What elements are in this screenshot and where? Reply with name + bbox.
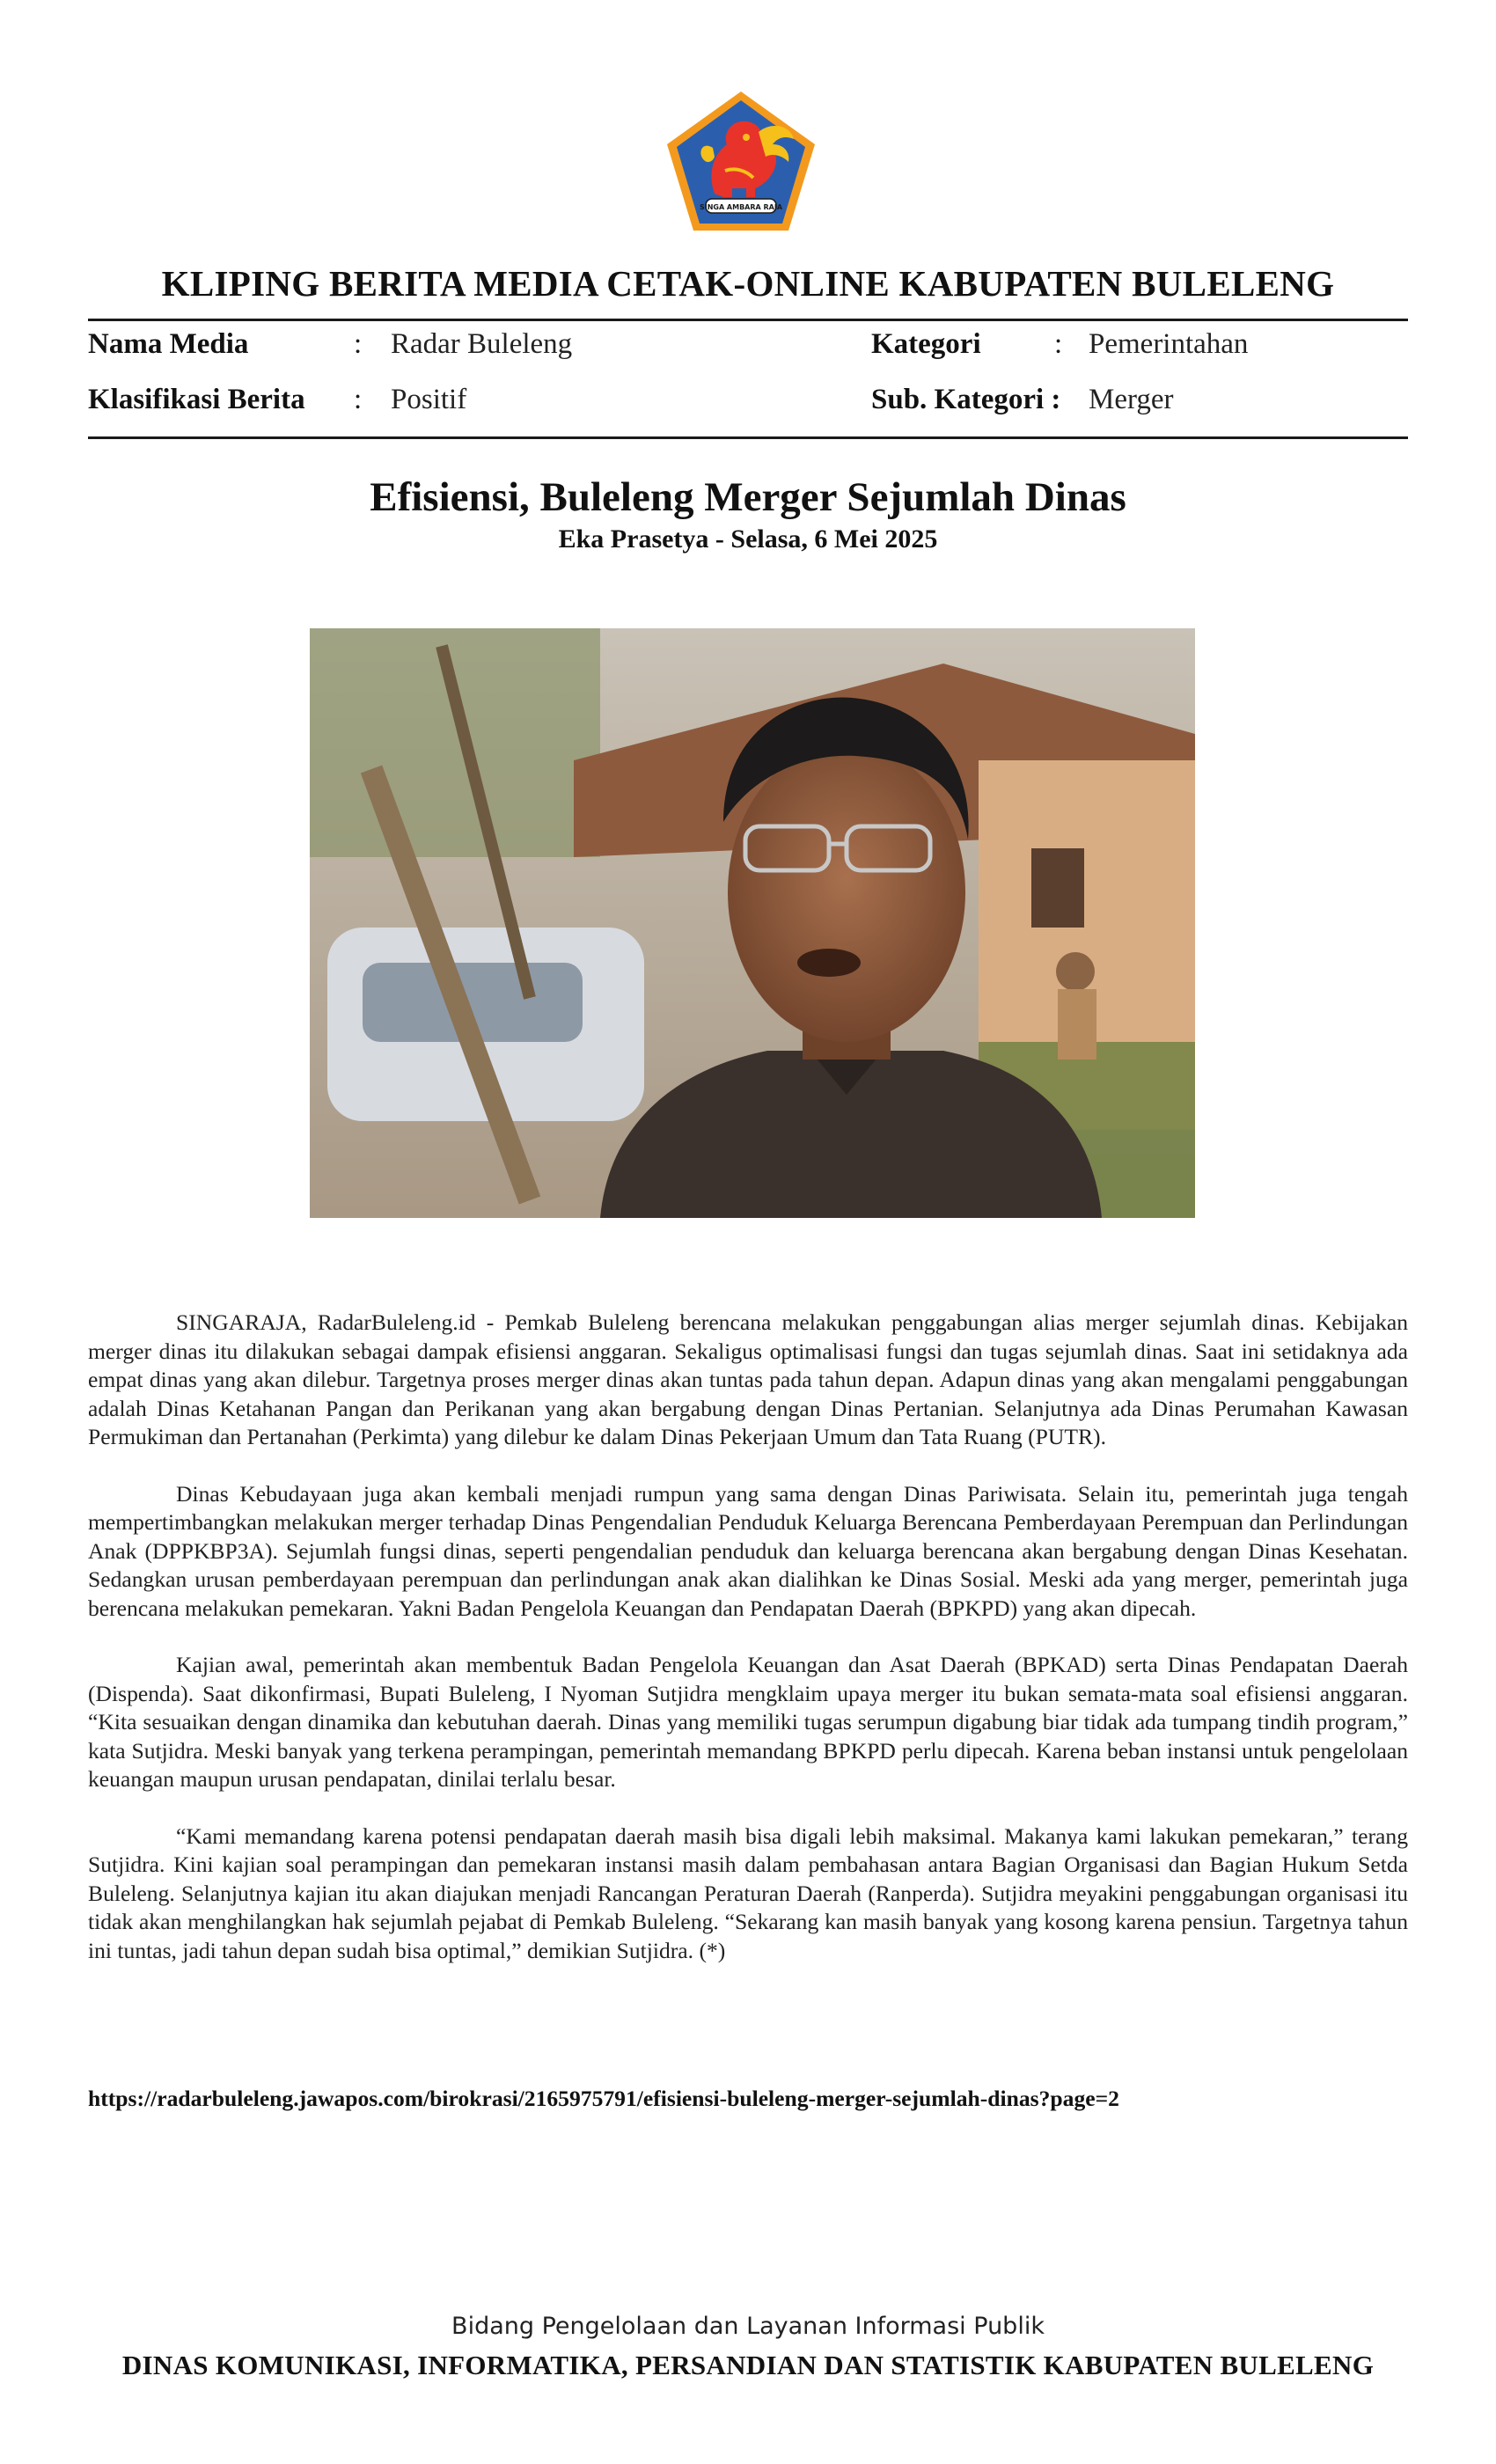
article-paragraph: “Kami memandang karena potensi pendapatan daerah masih bisa digali lebih maksimal. Makanya kami lakukan pemekaran,” terang Sutjidra. Kini kajian soal perampingan dan pemekaran instansi masih dalam pembahasan antara Bagian Organisasi dan Bagian Hukum Setda Buleleng. Selanjutnya kajian itu akan diajukan menjadi Rancangan Peraturan Daerah (Ranperda). Sutjidra meyakini penggabungan organisasi itu tidak akan menghilangkan hak sejumlah pejabat di Pemkab Buleleng. “Sekarang kan masih banyak yang kosong karena pensiun. Targetnya tahun ini tuntas, jadi tahun depan sudah bisa optimal,” demikian Sutjidra. (*) <box>88 1822 1408 1963</box>
media-label: Nama Media <box>88 328 249 360</box>
article-paragraph: Kajian awal, pemerintah akan membentuk Badan Pengelola Keuangan dan Asat Daerah (BPKAD) serta Dinas Pendapatan Daerah (Dispenda). Saat dikonfirmasi, Bupati Buleleng, I Nyoman Sutjidra mengklaim upaya merger itu bukan semata-mata soal efisiensi anggaran. “Kita sesuaikan dengan dinamika dan kebutuhan daerah. Dinas yang memiliki tugas serumpun digabung biar tidak ada tumpang tindih program,” kata Sutjidra. Meski banyak yang terkena perampingan, pemerintah memandang BPKPD perlu dipecah. Karena beban instansi untuk pengelolaan keuangan maupun urusan pendapatan, dinilai terlalu besar. <box>88 1652 1408 1792</box>
subkategori-label: Sub. Kategori : <box>871 384 1061 415</box>
footer-subtitle: Bidang Pengelolaan dan Layanan Informasi Publik <box>451 2313 1045 2340</box>
header-top-rule <box>88 319 1408 321</box>
article-paragraph: Dinas Kebudayaan juga akan kembali menjadi rumpun yang sama dengan Dinas Pariwisata. Selain itu, pemerintah juga tengah mempertimbangkan melakukan merger terhadap Dinas Pengendalian Penduduk Keluarga Berencana Pemberdayaan Perempuan dan Perlindungan Anak (DPPKBP3A). Sejumlah fungsi dinas, seperti pengendalian penduduk dan keluarga berencana akan bergabung dengan Dinas Kesehatan. Sedangkan urusan pemberdayaan perempuan dan perlindungan anak akan dialihkan ke Dinas Sosial. Meski ada yang merger, pemerintah juga berencana melakukan pemekaran. Yakni Badan Pengelola Keuangan dan Pendapatan Daerah (BPKPD) yang akan dipecah. <box>88 1480 1408 1621</box>
logo-motto: SINGA AMBARA RAJA <box>699 203 783 211</box>
article-body <box>88 1309 1408 1993</box>
article-headline: Efisiensi, Buleleng Merger Sejumlah Dinas <box>370 474 1126 520</box>
klasifikasi-value: Positif <box>391 384 467 415</box>
article-byline: Eka Prasetya - Selasa, 6 Mei 2025 <box>558 524 938 554</box>
media-value: Radar Buleleng <box>391 328 573 360</box>
article-photo <box>310 628 1195 1218</box>
kategori-label: Kategori <box>871 328 981 360</box>
source-link[interactable]: https://radarbuleleng.jawapos.com/birokrasi/2165975791/efisiensi-buleleng-merger-sejumlah-dinas?page=2 <box>88 2086 1119 2111</box>
kabupaten-buleleng-logo <box>662 86 820 236</box>
footer-agency: DINAS KOMUNIKASI, INFORMATIKA, PERSANDIAN DAN STATISTIK KABUPATEN BULELENG <box>121 2350 1375 2380</box>
header-bottom-rule <box>88 436 1408 439</box>
subkategori-value: Merger <box>1089 384 1174 415</box>
klasifikasi-colon: : <box>354 384 363 415</box>
media-colon: : <box>354 328 363 360</box>
kategori-value: Pemerintahan <box>1089 328 1249 360</box>
article-paragraph: SINGARAJA, RadarBuleleng.id - Pemkab Buleleng berencana melakukan penggabungan alias merger sejumlah dinas. Kebijakan merger dinas itu dilakukan sebagai dampak efisiensi anggaran. Sekaligus optimalisasi fungsi dan tugas sejumlah dinas. Saat ini setidaknya ada empat dinas yang akan dilebur. Targetnya proses merger dinas akan tuntas pada tahun depan. Adapun dinas yang akan mengalami penggabungan adalah Dinas Ketahanan Pangan dan Perikanan yang akan bergabung dengan Dinas Pertanian. Selanjutnya ada Dinas Perumahan Kawasan Permukiman dan Pertanahan (Perkimta) yang dilebur ke dalam Dinas Pekerjaan Umum dan Tata Ruang (PUTR). <box>88 1309 1408 1449</box>
document-title: KLIPING BERITA MEDIA CETAK-ONLINE KABUPATEN BULELENG <box>161 263 1335 304</box>
kategori-colon: : <box>1054 328 1063 360</box>
klasifikasi-label: Klasifikasi Berita <box>88 384 305 415</box>
